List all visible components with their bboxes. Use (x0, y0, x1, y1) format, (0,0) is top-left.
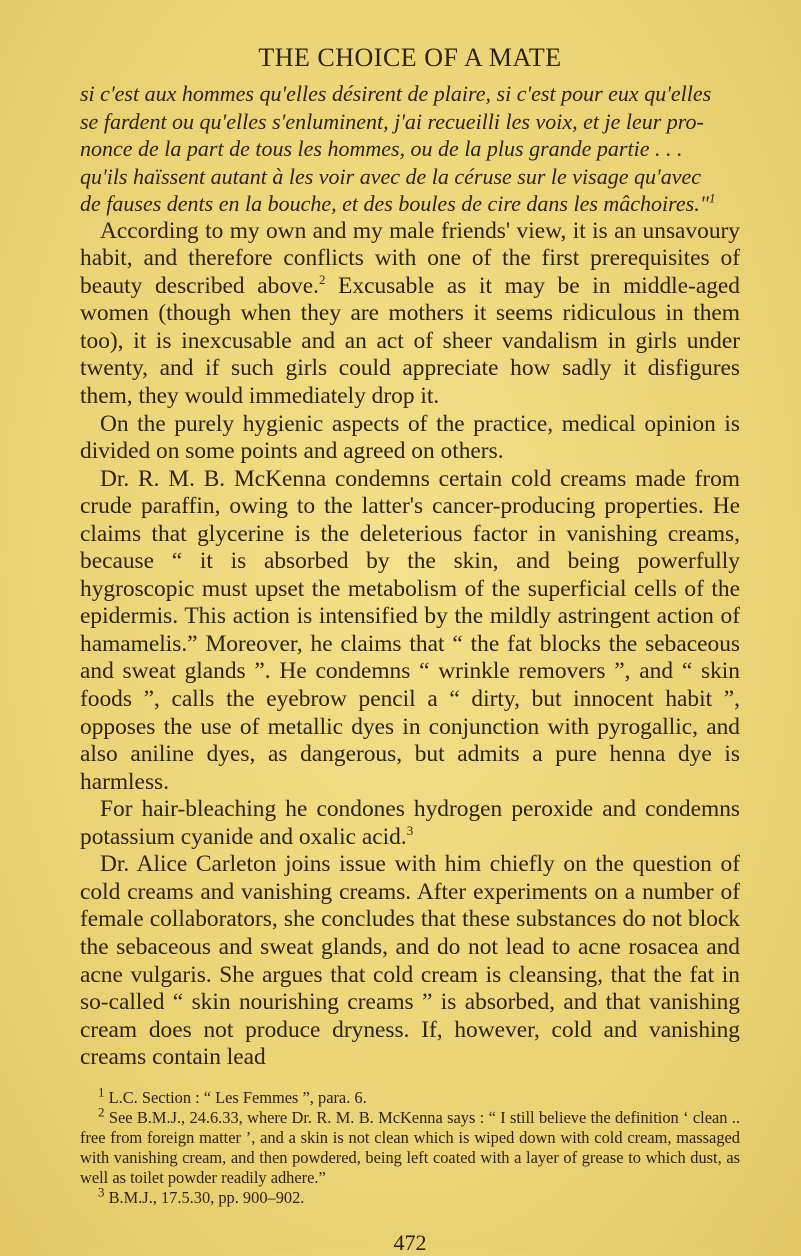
footnotes (80, 1084, 740, 1208)
quote-line: qu'ils haïssent autant à les voir avec de la céruse sur le visage qu'avec (80, 163, 701, 189)
footnote (80, 1184, 740, 1208)
quote-line-text: de fauses dents en la bouche, et des boules de cire dans les mâchoires." (80, 191, 709, 217)
paragraph-text: Dr. R. M. B. McKenna condemns certain cold creams made from crude paraffin, owing to the latter's cancer-producing properties. He claims that glycerine is the deleterious factor in vanishing creams, because “ it is absorbed by the skin, and being powerfully hygroscopic must upset the metabolism of the superficial cells of the epidermis. This action is intensified by the mildly astringent action of hamamelis.” Moreover, he claims that “ the fat blocks the sebaceous and sweat glands ”. He condemns “ wrinkle removers ”, and “ skin foods ”, calls the eyebrow pencil a “ dirty, but innocent habit ”, opposes the use of metallic dyes in conjunction with pyrogallic, and also aniline dyes, as dangerous, but admits a pure henna dye is harmless. (80, 465, 740, 795)
french-quotation (80, 80, 740, 218)
paragraph (80, 796, 740, 851)
quote-line: nonce de la part de tous les hommes, ou de la plus grande partie . . . (80, 136, 683, 162)
footnote-text: B.M.J., 17.5.30, pp. 900–902. (108, 1187, 305, 1207)
footnote (80, 1104, 740, 1188)
footnote-text: See B.M.J., 24.6.33, where Dr. R. M. B. McKenna says : “ I still believe the definition ‘ clean .. free from foreign matter ’, and a skin is not clean which is wiped down with cold cream, massaged with vanishing cream, and then powdered, being left coated with a layer of grease to which dust, as well as toilet powder readily adhere.” (80, 1107, 740, 1187)
footnote-ref: 3 (406, 822, 414, 838)
paragraph-text: On the purely hygienic aspects of the practice, medical opinion is divided on some points and agreed on others. (80, 410, 740, 465)
footnote-text: L.C. Section : “ Les Femmes ”, para. 6. (108, 1087, 367, 1107)
footnote-ref: 2 (318, 272, 326, 288)
footnote-mark: 1 (98, 1084, 105, 1100)
footnote-mark: 2 (98, 1104, 105, 1120)
paragraph-text: Dr. Alice Carleton joins issue with him chiefly on the question of cold creams and vanishing creams. After experiments on a number of female collaborators, she concludes that these substances do not block the sebaceous and sweat glands, and do not lead to acne rosacea and acne vulgaris. She argues that cold cream is cleansing, that the fat in so-called “ skin nourishing creams ” is absorbed, and that vanishing cream does not produce dryness. If, however, cold and vanishing creams contain lead (80, 851, 740, 1071)
running-head: THE CHOICE OF A MATE (258, 43, 562, 72)
quote-line: si c'est aux hommes qu'elles désirent de plaire, si c'est pour eux qu'elles (80, 81, 712, 106)
paragraph (80, 411, 740, 466)
page-number: 472 (393, 1229, 427, 1255)
footnote-ref: 1 (708, 190, 716, 206)
paragraph (80, 466, 740, 797)
footnote-mark: 3 (98, 1184, 105, 1200)
paragraph-text: According to my own and my male friends' view, it is an unsavoury habit, and therefore conflicts with one of the first prerequisites of beauty described above. (80, 217, 740, 299)
footnote (80, 1084, 740, 1108)
paragraph (80, 851, 740, 1071)
paragraph-text: For hair-bleaching he condones hydrogen peroxide and condemns potassium cyanide and oxalic acid. (80, 796, 740, 850)
quote-line-last (80, 190, 740, 218)
paragraph (80, 218, 740, 411)
book-page (80, 0, 740, 1256)
paragraph-text: Excusable as it may be in middle-aged women (though when they are mothers it seems ridiculous in them too), it is inexcusable and an act of sheer vandalism in girls under twenty, and if such girls could appreciate how sadly it disfigures them, they would immediately drop it. (80, 272, 740, 410)
body-text (80, 80, 740, 1072)
quote-line: se fardent ou qu'elles s'enluminent, j'ai recueilli les voix, et je leur pro- (80, 108, 704, 134)
